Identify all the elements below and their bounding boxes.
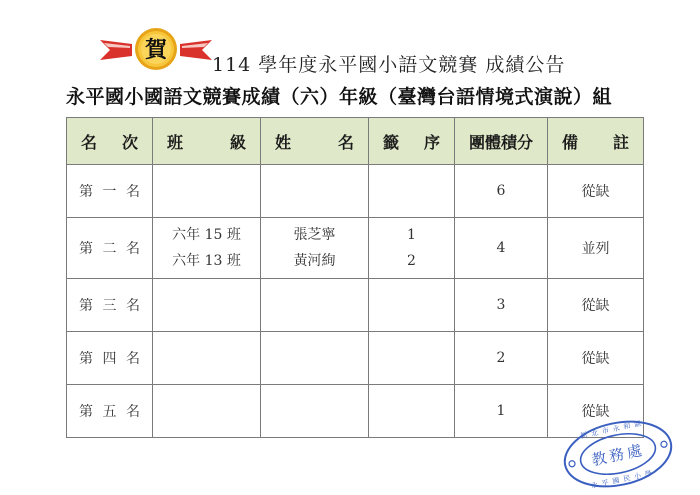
column-header-notes: 備 註 (548, 118, 644, 165)
results-table (66, 117, 646, 441)
rank-cell: 第 五 名 (67, 385, 153, 438)
points-cell: 1 (455, 385, 548, 438)
name-cell (261, 165, 369, 218)
note-cell: 從缺 (548, 279, 644, 332)
column-header-draw: 籤 序 (369, 118, 455, 165)
table-row (67, 385, 644, 438)
note-cell: 並列 (548, 218, 644, 279)
class-cell (153, 279, 261, 332)
note-cell: 從缺 (548, 385, 644, 438)
name-cell (261, 332, 369, 385)
class-cell (153, 332, 261, 385)
table-header-row (67, 118, 644, 165)
competition-subtitle: 永平國小國語文競賽成績（六）年級（臺灣台語情境式演說）組 (66, 86, 613, 108)
svg-text:新北市永和區: 新北市永和區 (579, 418, 646, 441)
class-cell (153, 385, 261, 438)
points-cell: 6 (455, 165, 548, 218)
note-cell: 從缺 (548, 165, 644, 218)
table-row (67, 332, 644, 385)
rank-cell: 第 四 名 (67, 332, 153, 385)
draw-cell (369, 165, 455, 218)
svg-text:永平國民小學: 永平國民小學 (590, 468, 657, 490)
announcement-title: 114 學年度永平國小語文競賽 成績公告 (212, 54, 566, 76)
table-row (67, 279, 644, 332)
name-cell: 張芝寧 黃河絢 (261, 218, 369, 279)
draw-cell (369, 332, 455, 385)
class-cell: 六年 15 班 六年 13 班 (153, 218, 261, 279)
column-header-class: 班 級 (153, 118, 261, 165)
name-cell (261, 385, 369, 438)
column-header-rank: 名 次 (67, 118, 153, 165)
rank-cell: 第 三 名 (67, 279, 153, 332)
draw-cell: 1 2 (369, 218, 455, 279)
points-cell: 4 (455, 218, 548, 279)
table-row (67, 218, 644, 279)
points-cell: 2 (455, 332, 548, 385)
rank-cell: 第 一 名 (67, 165, 153, 218)
svg-text:教務處: 教務處 (589, 440, 647, 470)
svg-text:賀: 賀 (144, 38, 168, 63)
rank-cell: 第 二 名 (67, 218, 153, 279)
official-seal-icon (558, 418, 678, 490)
table-row (67, 165, 644, 218)
congratulations-badge-icon (100, 28, 212, 70)
class-cell (153, 165, 261, 218)
note-cell: 從缺 (548, 332, 644, 385)
name-cell (261, 279, 369, 332)
points-cell: 3 (455, 279, 548, 332)
column-header-name: 姓 名 (261, 118, 369, 165)
draw-cell (369, 385, 455, 438)
draw-cell (369, 279, 455, 332)
column-header-points: 團體積分 (455, 118, 548, 165)
